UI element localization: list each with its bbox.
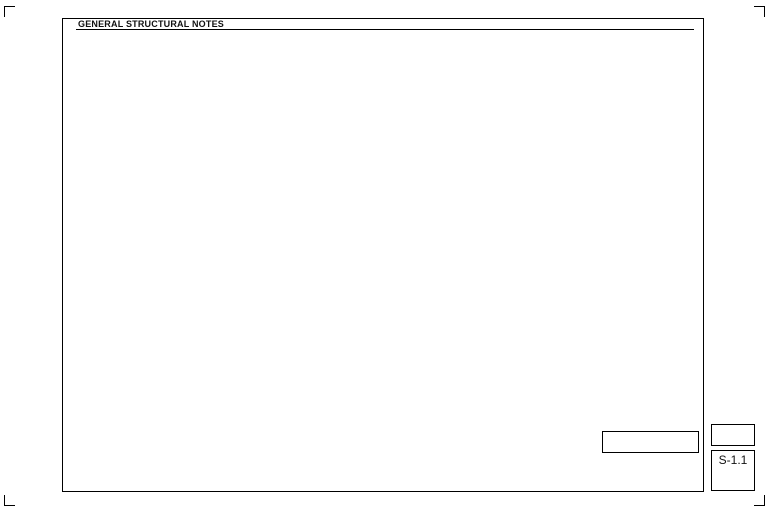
- sheet-number-box: [711, 450, 755, 491]
- title-rule: [76, 29, 694, 30]
- sheet-title: GENERAL STRUCTURAL NOTES: [78, 19, 224, 29]
- notes-column-1: [78, 34, 218, 466]
- sheet-number: S-1.1: [718, 453, 748, 467]
- project-info-box: [711, 424, 755, 446]
- crop-mark-top-right: [754, 6, 765, 17]
- crop-mark-bottom-right: [754, 495, 765, 506]
- crop-mark-top-left: [4, 6, 15, 17]
- abbreviations-column-2: [604, 34, 694, 264]
- notes-column-2: [228, 34, 368, 482]
- crop-mark-bottom-left: [4, 495, 15, 506]
- notes-column-3: [380, 34, 516, 494]
- notice-box: [602, 431, 699, 453]
